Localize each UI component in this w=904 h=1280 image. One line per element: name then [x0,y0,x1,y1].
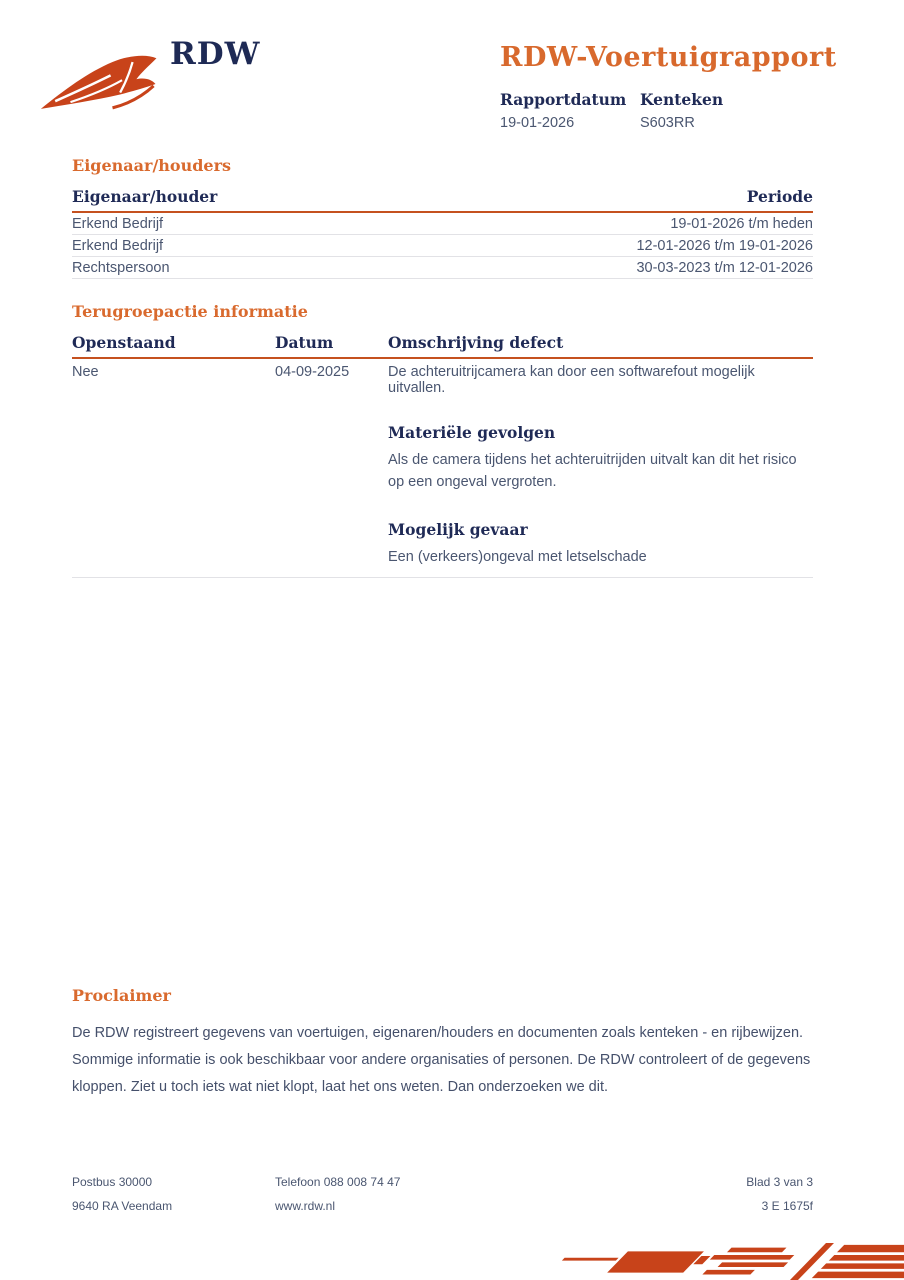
recall-section [72,302,813,578]
section-divider [72,577,813,578]
table-row [72,235,813,257]
page-title: RDW-Voertuigrapport [500,42,837,73]
owner-name: Erkend Bedrijf [72,215,164,232]
table-row [72,213,813,235]
recall-table-header [72,333,813,359]
owner-period: 19-01-2026 t/m heden [670,215,813,232]
open-column-header: Openstaand [72,333,176,352]
proclaimer-text: De RDW registreert gegevens van voertuigen, eigenaren/houders en documenten zoals kenteken - en rijbewijzen. Sommige informatie is ook beschikbaar voor andere organisaties of personen. De RDW controleert of de gegevens kloppen. Ziet u toch iets wat niet klopt, laat het ons weten. Dan onderzoeken we dit. [72,1025,811,1095]
rdw-logo [38,36,260,120]
owners-table-header [72,187,813,213]
license-plate-group [640,90,780,131]
footer-city: 9640 RA Veendam [72,1199,173,1213]
consequences-text: Als de camera tijdens het achteruitrijden uitvalt kan dit het risico op een ongeval vergroten. [388,452,797,490]
owner-name: Erkend Bedrijf [72,237,164,254]
owner-name: Rechtspersoon [72,259,170,276]
owner-period: 30-03-2023 t/m 12-01-2026 [636,259,813,276]
rdw-stripes-graphic [504,1243,904,1280]
report-date-value: 19-01-2026 [500,115,575,131]
defect-column-header: Omschrijving defect [388,333,564,352]
footer-page-number: Blad 3 van 3 [746,1175,813,1189]
date-column-header: Datum [275,333,334,352]
table-row [72,257,813,279]
footer-contact [275,1166,673,1214]
license-plate-label: Kenteken [640,90,724,109]
footer-website: www.rdw.nl [275,1199,336,1213]
owner-period: 12-01-2026 t/m 19-01-2026 [636,237,813,254]
owners-section [72,156,813,279]
danger-title: Mogelijk gevaar [388,520,528,539]
recall-details [388,423,813,568]
rdw-feather-icon [38,48,166,120]
proclaimer-section [72,986,813,1101]
period-column-header: Periode [746,187,813,206]
consequences-title: Materiële gevolgen [388,423,556,442]
license-plate-value: S603RR [640,115,695,131]
report-date-group [500,90,640,131]
report-header [500,42,860,131]
owner-column-header: Eigenaar/houder [72,187,218,206]
proclaimer-title: Proclaimer [72,986,171,1005]
brand-text: RDW [170,36,261,72]
recall-open-value: Nee [72,364,99,380]
report-date-label: Rapportdatum [500,90,627,109]
table-row [72,364,813,396]
page-footer [72,1166,813,1214]
footer-address [72,1166,275,1214]
report-meta [500,90,860,131]
owners-section-title: Eigenaar/houders [72,156,232,175]
danger-text: Een (verkeers)ongeval met letselschade [388,549,647,565]
footer-form-code: 3 E 1675f [761,1199,813,1213]
recall-date-value: 04-09-2025 [275,364,350,380]
recall-section-title: Terugroepactie informatie [72,302,308,321]
footer-phone: Telefoon 088 008 74 47 [275,1175,401,1189]
footer-paging [673,1166,813,1214]
recall-defect-description: De achteruitrijcamera kan door een softwarefout mogelijk uitvallen. [388,364,755,396]
footer-postbus: Postbus 30000 [72,1175,153,1189]
